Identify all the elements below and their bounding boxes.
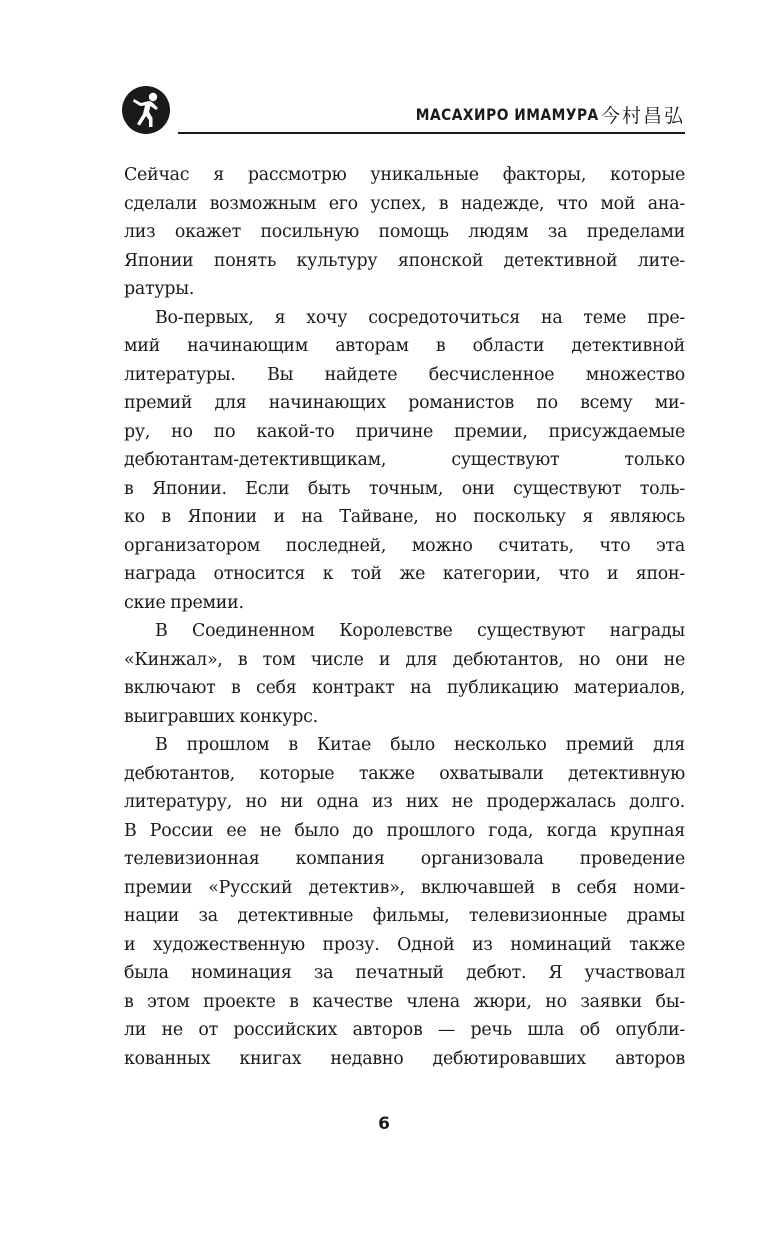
paragraph [124,731,685,1073]
text-line: Японии понять культуру японской детективной лите- [124,250,685,271]
paragraph [124,304,685,618]
text-line: литературу, но ни одна из них не продержалась долго. [124,792,685,812]
text-line: дебютантов, которые также охватывали детективную [124,763,685,784]
page-number: 6 [378,1114,390,1134]
text-line: В Соединенном Королевстве существуют награды [155,621,685,641]
author-name: МАСАХИРО ИМАМУРА [416,104,599,124]
paragraph [124,617,685,731]
text-line: премии «Русский детектив», включавшей в себя номи- [124,877,685,898]
text-line: лиз окажет посильную помощь людям за пределами [124,222,685,242]
header-divider [178,132,685,134]
header-title [386,100,685,128]
body-text [124,161,685,1073]
text-line: в Японии. Если быть точным, они существуют толь- [124,478,685,499]
paragraph [124,161,685,304]
text-line: выигравших конкурс. [124,706,318,727]
text-line: В прошлом в Китае было несколько премий для [155,735,685,755]
text-line: ко в Японии и на Тайване, но поскольку я являюсь [124,507,685,527]
text-line: и художественную прозу. Одной из номинаций также [124,934,685,955]
text-line: ру, но по какой-то причине премии, присуждаемые [124,421,685,442]
running-header [122,86,685,136]
text-line: ские премии. [124,592,244,613]
text-line: дебютантам-детективщикам, существуют только [124,450,685,470]
publisher-logo-icon [122,86,170,134]
author-name-japanese: 今村昌弘 [600,104,685,127]
silhouette-figure-icon [122,86,170,134]
text-line: ратуры. [124,279,195,299]
text-line: ли не от российских авторов — речь шла об опубли- [124,1020,685,1040]
text-line: нации за детективные фильмы, телевизионные драмы [124,906,685,926]
text-line: литературы. Вы найдете бесчисленное множество [124,364,685,385]
text-line: мий начинающим авторам в области детективной [124,336,685,356]
text-line: Сейчас я рассмотрю уникальные факторы, которые [124,165,685,185]
text-line: включают в себя контракт на публикацию материалов, [124,678,685,698]
text-line: сделали возможным его успех, в надежде, что мой ана- [124,193,685,214]
text-line: В России ее не было до прошлого года, когда крупная [124,820,685,841]
text-line: в этом проекте в качестве члена жюри, но заявки бы- [124,991,685,1012]
text-line: организатором последней, можно считать, что эта [124,535,685,556]
text-line: была номинация за печатный дебют. Я участвовал [124,963,685,983]
text-line: телевизионная компания организовала проведение [124,849,685,869]
text-line: «Кинжал», в том числе и для дебютантов, но они не [124,649,685,670]
text-line: Во-первых, я хочу сосредоточиться на теме пре- [155,307,685,328]
text-line: премий для начинающих романистов по всему ми- [124,393,685,413]
text-line: кованных книгах недавно дебютировавших авторов [124,1048,685,1069]
text-line: награда относится к той же категории, что и япон- [124,564,685,584]
